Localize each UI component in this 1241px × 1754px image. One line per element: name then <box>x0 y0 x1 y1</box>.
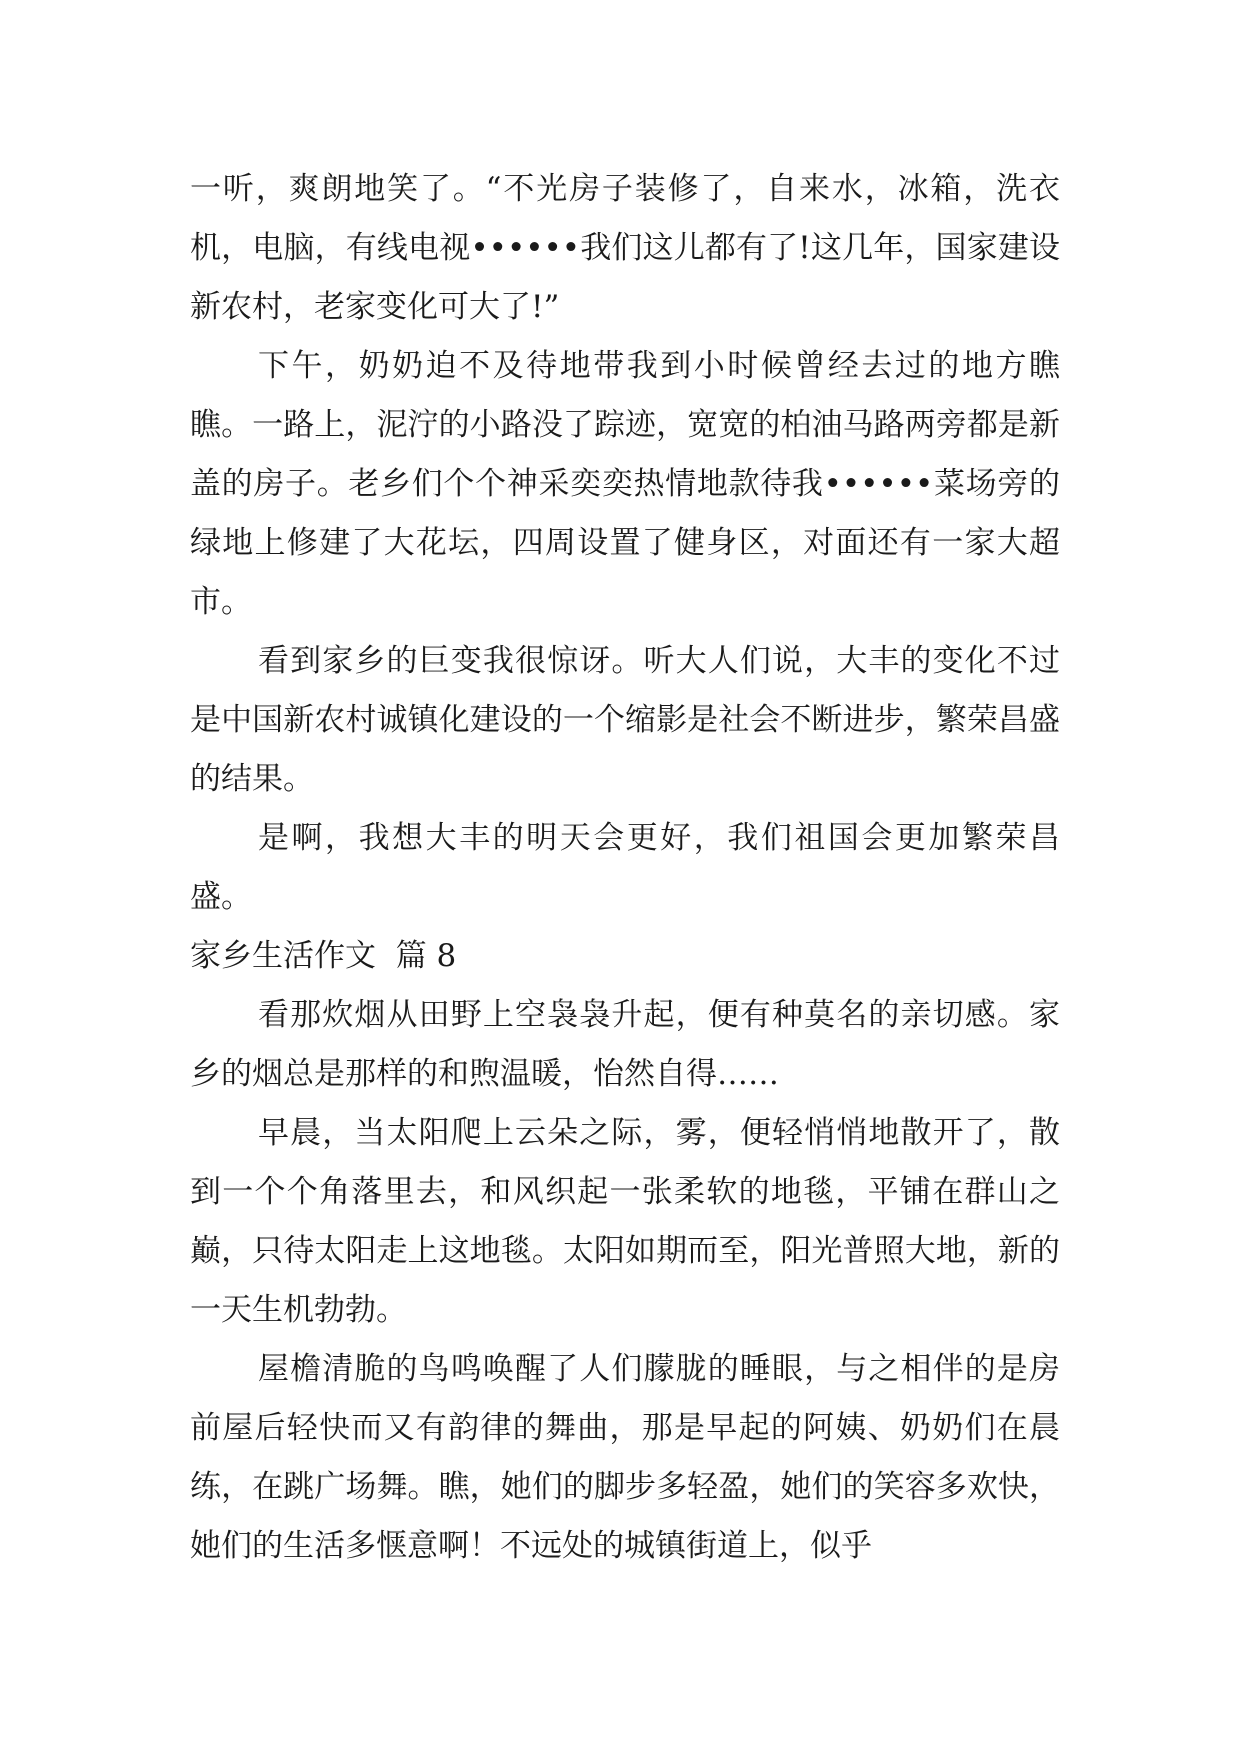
paragraph-continuation: 一听，爽朗地笑了。“不光房子装修了，自来水，冰箱，洗衣机，电脑，有线电视••••••我们这儿都有了!这几年，国家建设新农村，老家变化可大了!” <box>190 171 1060 325</box>
paragraph: 是啊，我想大丰的明天会更好，我们祖国会更加繁荣昌盛。 <box>190 820 1060 915</box>
section-heading: 家乡生活作文 篇 8 <box>190 938 457 974</box>
paragraph: 下午，奶奶迫不及待地带我到小时候曾经去过的地方瞧瞧。一路上，泥泞的小路没了踪迹，宽宽的柏油马路两旁都是新盖的房子。老乡们个个神采奕奕热情地款待我••••••菜场旁的绿地上修建了大花坛，四周设置了健身区，对面还有一家大超市。 <box>190 348 1060 620</box>
paragraph: 屋檐清脆的鸟鸣唤醒了人们朦胧的睡眼，与之相伴的是房前屋后轻快而又有韵律的舞曲，那是早起的阿姨、奶奶们在晨练，在跳广场舞。瞧，她们的脚步多轻盈，她们的笑容多欢快，她们的生活多惬意啊！不远处的城镇街道上，似乎 <box>190 1351 1060 1564</box>
paragraph: 看那炊烟从田野上空袅袅升起，便有种莫名的亲切感。家乡的烟总是那样的和煦温暖，怡然自得…… <box>190 997 1060 1092</box>
paragraph: 看到家乡的巨变我很惊讶。听大人们说，大丰的变化不过是中国新农村诚镇化建设的一个缩影是社会不断进步，繁荣昌盛的结果。 <box>190 643 1060 797</box>
document-body <box>190 160 1060 1576</box>
paragraph: 早晨，当太阳爬上云朵之际，雾，便轻悄悄地散开了，散到一个个角落里去，和风织起一张柔软的地毯，平铺在群山之巅，只待太阳走上这地毯。太阳如期而至，阳光普照大地，新的一天生机勃勃。 <box>190 1115 1060 1328</box>
